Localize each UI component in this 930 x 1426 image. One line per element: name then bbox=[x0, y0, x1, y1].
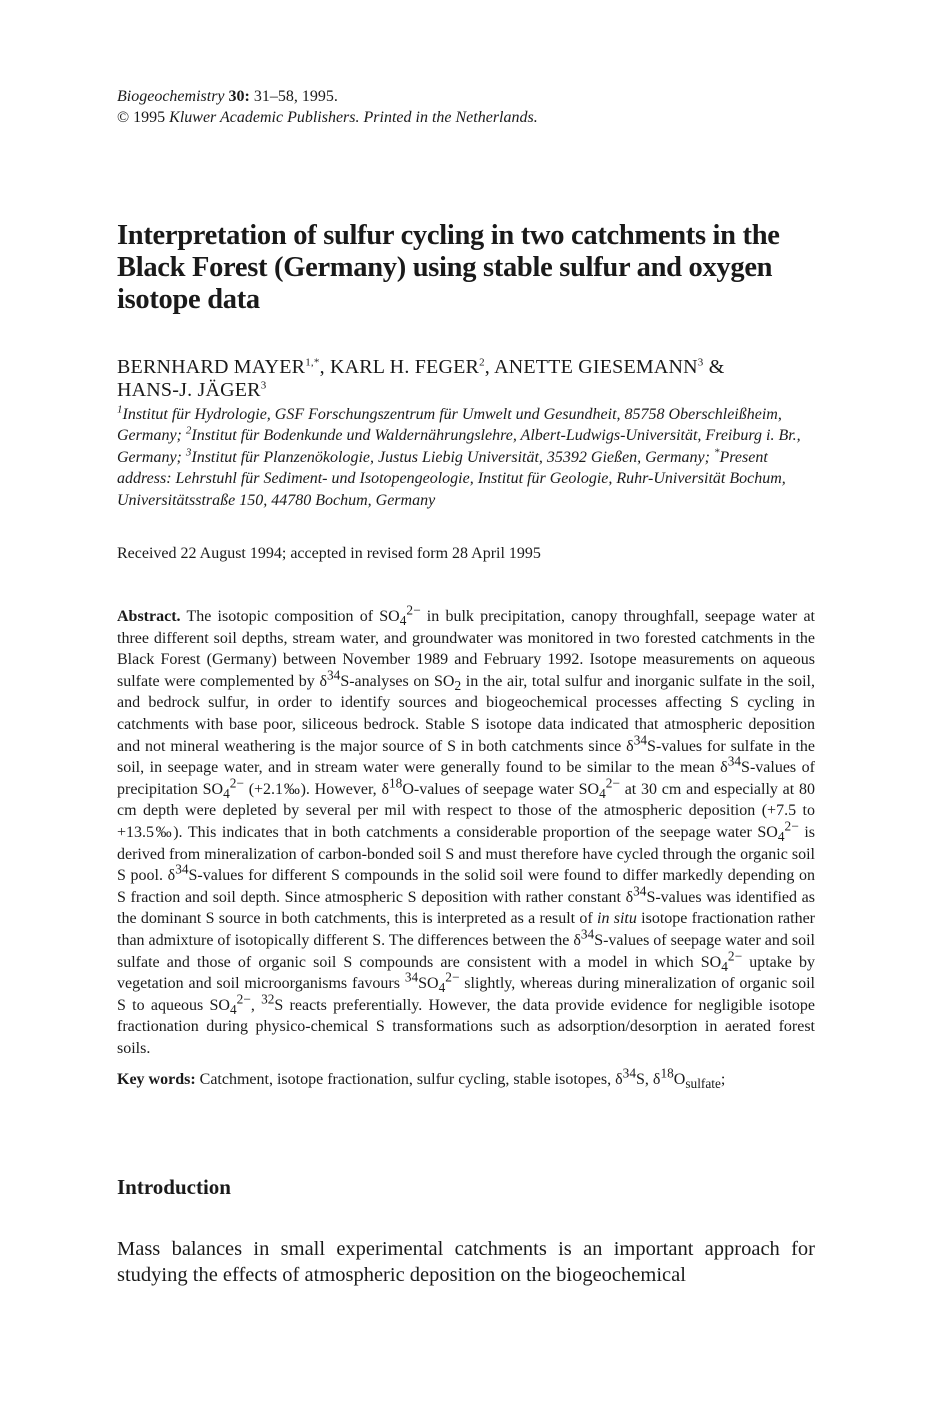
keywords: Key words: Catchment, isotope fractionation, sulfur cycling, stable isotopes, $\delta^{34}S$, $\delta^{18}O_{sulfate}$; bbox=[117, 1065, 726, 1091]
section-heading-introduction: Introduction bbox=[117, 1174, 231, 1199]
abstract: Abstract. The isotopic composition of $SO_4^{2-}$ in bulk precipitation, canopy throughfall, seepage water at three different soil depths, stream water, and groundwater was monitored in two forested catchments in the Black Forest (Germany) between November 1989 and February 1992. Isotope measurements on aqueous sulfate were complemented by $\delta^{34}S$-analyses on $SO_2$ in the air, total sulfur and inorganic sulfate in the soil, and bedrock sulfur, in order to identify sources and biogeochemical processes affecting S cycling in catchments with base poor, siliceous bedrock. Stable S isotope data indicated that atmospheric deposition and not mineral weathering is the major source of S in both catchments since $\delta^{34}S$-values for sulfate in the soil, in seepage water, and in stream water were generally found to be similar to the mean $\delta^{34}S$-values of precipitation $SO_4^{2-}$ (+2.1‰). However, $\delta^{18}O$-values of seepage water $SO_4^{2-}$ at 30 cm and especially at 80 cm depth were depleted by several per mil with respect to those of the atmospheric deposition (+7.5 to +13.5‰). This indicates that in both catchments a considerable proportion of the seepage water $SO_4^{2-}$ is derived from mineralization of carbon-bonded soil S and must therefore have cycled through the organic soil S pool. $\delta^{34}S$-values for different S compounds in the solid soil were found to differ markedly depending on S fraction and soil depth. Since atmospheric S deposition with rather constant $\delta^{34}S$-values was identified as the dominant S source in both catchments, this is interpreted as a result of in situ isotope fractionation rather than admixture of isotopically different S. The differences between the $\delta^{34}S$-values of seepage water and soil sulfate and those of organic soil S compounds are consistent with a model in which $SO_4^{2-}$ uptake by vegetation and soil microorganisms favours $^{34}SO_4^{2-}$ slightly, whereas during mineralization of organic soil S to aqueous $SO_4^{2-}$, $^{32}$S reacts preferentially. However, the data provide evidence for negligible isotope fractionation during physico-chemical S transformations such as adsorption/desorption in aerated forest soils. bbox=[117, 602, 816, 1057]
received-date: Received 22 August 1994; accepted in revised form 28 April 1995 bbox=[117, 545, 541, 563]
journal-citation: Biogeochemistry 30: 31–58, 1995. bbox=[117, 88, 338, 105]
author-list: BERNHARD $MAYER^{1,*}$, KARL H. FEGER$^2$, ANETTE GIESEMANN$^3$ & HANS-J. JÄGER$^3$ bbox=[117, 356, 725, 401]
paper-title: Interpretation of sulfur cycling in two catchments in the Black Forest (Germany) using stable sulfur and oxygen isotope data bbox=[117, 220, 780, 315]
journal-header bbox=[117, 86, 815, 128]
affiliations: $^1$Institut für Hydrologie, GSF Forschungszentrum für Umwelt und Gesundheit, 85758 Oberschleißheim, Germany; $^2$Institut für Bodenkunde und Waldernährungslehre, Albert-Ludwigs-Universität, Freiburg i. Br., Germany; $^3$Institut für Planzenökologie, Justus Liebig Universität, 35392 Gießen, Germany; *Present address: Lehrstuhl für Sediment- und Isotopengeologie, Institut für Geologie, Ruhr-Universität Bochum, Universitätsstraße 150, 44780 Bochum, Germany bbox=[117, 403, 801, 509]
paper-page bbox=[117, 86, 815, 1289]
copyright-line: © 1995 Kluwer Academic Publishers. Printed in the Netherlands. bbox=[117, 109, 538, 126]
introduction-text: Mass balances in small experimental catchments is an important approach for studying the effects of atmospheric deposition on the biogeochemical bbox=[117, 1237, 815, 1286]
